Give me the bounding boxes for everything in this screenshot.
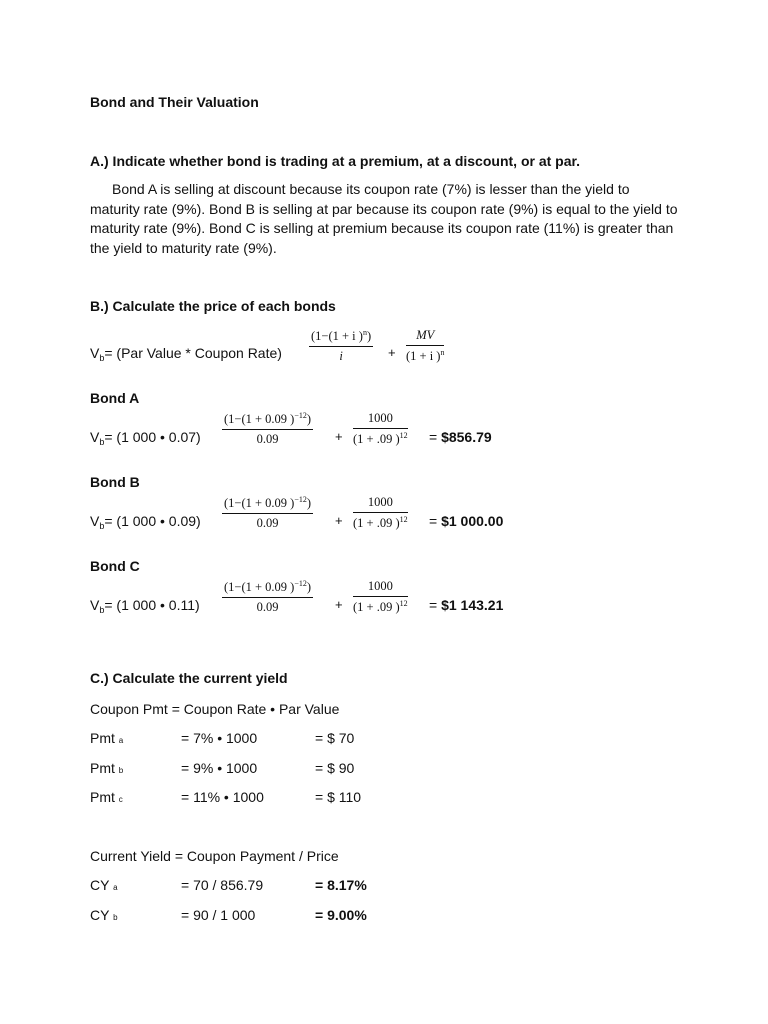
- bond-b-eq: =: [429, 513, 438, 529]
- bond-c-v: V: [90, 597, 100, 613]
- section-b-heading: B.) Calculate the price of each bonds: [90, 298, 336, 314]
- pmt-a-sub: a: [118, 736, 124, 745]
- general-frac-annuity: [309, 328, 373, 364]
- cy-b-result: = 9.00%: [315, 907, 367, 923]
- pmt-a-text: Pmt: [90, 730, 115, 746]
- coupon-formula: Coupon Pmt = Coupon Rate • Par Value: [90, 701, 340, 717]
- bond-a-frac2: [353, 411, 408, 447]
- bond-c-frac1-num: (1−(1 + 0.09 ): [224, 580, 295, 595]
- cy-a-label: [90, 877, 118, 893]
- bond-a-frac1-exp: −12: [294, 411, 307, 420]
- bond-c-frac2-num: 1000: [353, 579, 408, 597]
- general-frac2-exp: n: [440, 348, 445, 357]
- cy-b-label: [90, 907, 118, 923]
- bond-a-price: $856.79: [441, 429, 492, 445]
- bond-a-plus: +: [335, 429, 343, 444]
- bond-c-v-sub: b: [99, 605, 105, 615]
- bond-b-lhs: [90, 513, 201, 529]
- bond-a-result: [429, 429, 492, 445]
- general-frac1-num: (1−(1 + i ): [311, 329, 363, 344]
- formula-prefix: = (Par Value * Coupon Rate): [104, 345, 282, 361]
- bond-b-plus: +: [335, 513, 343, 528]
- pmt-c-result: = $ 110: [315, 789, 362, 805]
- bond-b-price: $1 000.00: [441, 513, 504, 529]
- bond-a-frac1-num: (1−(1 + 0.09 ): [224, 412, 295, 427]
- bond-a-frac2-num: 1000: [353, 411, 408, 429]
- section-a-heading: A.) Indicate whether bond is trading at a premium, at a discount, or at par.: [90, 153, 581, 169]
- bond-c-frac2-den: (1 + .09 ): [353, 600, 400, 615]
- pmt-b-text: Pmt: [90, 760, 115, 776]
- bond-c-frac1-close: ): [306, 580, 312, 595]
- bond-a-lhs: [90, 429, 201, 445]
- bond-a-frac1-close: ): [306, 412, 312, 427]
- pmt-a-label: [90, 730, 123, 746]
- cy-a-calc: = 70 / 856.79: [181, 877, 264, 893]
- bond-b-v: V: [90, 513, 100, 529]
- bond-b-label: Bond B: [90, 474, 140, 490]
- cy-a-sub: a: [113, 883, 118, 892]
- pmt-b-sub: b: [118, 766, 124, 775]
- bond-b-frac1-close: ): [306, 496, 312, 511]
- pmt-c-calc: = 11% • 1000: [181, 789, 264, 805]
- bond-a-v: V: [90, 429, 100, 445]
- pmt-b-label: [90, 760, 123, 776]
- bond-c-lhs: [90, 597, 200, 613]
- formula-v: V: [90, 345, 100, 361]
- section-c-heading: C.) Calculate the current yield: [90, 670, 288, 686]
- bond-b-frac2-den: (1 + .09 ): [353, 516, 400, 531]
- bond-b-frac1-num: (1−(1 + 0.09 ): [224, 496, 295, 511]
- bond-a-frac1: [222, 411, 313, 447]
- bond-c-frac1-exp: −12: [294, 579, 307, 588]
- bond-c-plus: +: [335, 597, 343, 612]
- bond-b-frac1-exp: −12: [294, 495, 307, 504]
- bond-c-price: $1 143.21: [441, 597, 504, 613]
- bond-c-label: Bond C: [90, 558, 140, 574]
- general-plus: +: [388, 345, 396, 360]
- general-frac1-exp: n: [362, 328, 367, 337]
- bond-c-frac1-den: 0.09: [256, 600, 279, 615]
- yield-formula: Current Yield = Coupon Payment / Price: [90, 848, 339, 864]
- bond-c-result: [429, 597, 503, 613]
- pmt-c-label: [90, 789, 123, 805]
- bond-c-frac1: [222, 579, 313, 615]
- bond-c-eq: =: [429, 597, 438, 613]
- pmt-a-result: = $ 70: [315, 730, 355, 746]
- cy-a-text: CY: [90, 877, 110, 893]
- bond-b-result: [429, 513, 503, 529]
- cy-b-text: CY: [90, 907, 110, 923]
- bond-a-label: Bond A: [90, 390, 140, 406]
- bond-a-frac1-den: 0.09: [256, 432, 279, 447]
- bond-a-prefix: = (1 000 • 0.07): [104, 429, 201, 445]
- pmt-c-sub: c: [118, 795, 123, 804]
- section-a-paragraph: [90, 180, 680, 258]
- formula-v-sub: b: [99, 353, 105, 363]
- general-frac1-den: i: [339, 349, 343, 364]
- bond-b-prefix: = (1 000 • 0.09): [104, 513, 201, 529]
- pmt-c-text: Pmt: [90, 789, 115, 805]
- section-a-text: Bond A is selling at discount because its coupon rate (7%) is lesser than the yield to maturity rate (9%). Bond B is selling at par because its coupon rate (9%) is equal to the yield to maturity rate (9%). Bond C is selling at premium because its coupon rate (11%) is greater than the yield to maturity rate (9%).: [90, 181, 678, 256]
- cy-b-calc: = 90 / 1 000: [181, 907, 256, 923]
- bond-b-frac2: [353, 495, 408, 531]
- page-title: Bond and Their Valuation: [90, 94, 259, 110]
- general-formula-lhs: [90, 345, 282, 361]
- pmt-b-result: = $ 90: [315, 760, 355, 776]
- bond-c-frac2-exp: 12: [399, 599, 408, 608]
- bond-b-frac2-exp: 12: [399, 515, 408, 524]
- bond-a-v-sub: b: [99, 437, 105, 447]
- bond-a-eq: =: [429, 429, 438, 445]
- bond-b-frac1-den: 0.09: [256, 516, 279, 531]
- bond-c-prefix: = (1 000 • 0.11): [104, 597, 200, 613]
- general-frac2-num: MV: [416, 328, 435, 342]
- general-frac1-close: ): [366, 329, 372, 344]
- pmt-a-calc: = 7% • 1000: [181, 730, 258, 746]
- cy-a-result: = 8.17%: [315, 877, 367, 893]
- cy-b-sub: b: [113, 913, 118, 922]
- bond-c-frac2: [353, 579, 408, 615]
- bond-a-frac2-den: (1 + .09 ): [353, 432, 400, 447]
- bond-b-frac2-num: 1000: [353, 495, 408, 513]
- bond-b-v-sub: b: [99, 521, 105, 531]
- bond-b-frac1: [222, 495, 313, 531]
- bond-a-frac2-exp: 12: [399, 431, 408, 440]
- general-frac2-den: (1 + i ): [406, 349, 441, 364]
- pmt-b-calc: = 9% • 1000: [181, 760, 258, 776]
- general-frac-mv: [406, 328, 444, 364]
